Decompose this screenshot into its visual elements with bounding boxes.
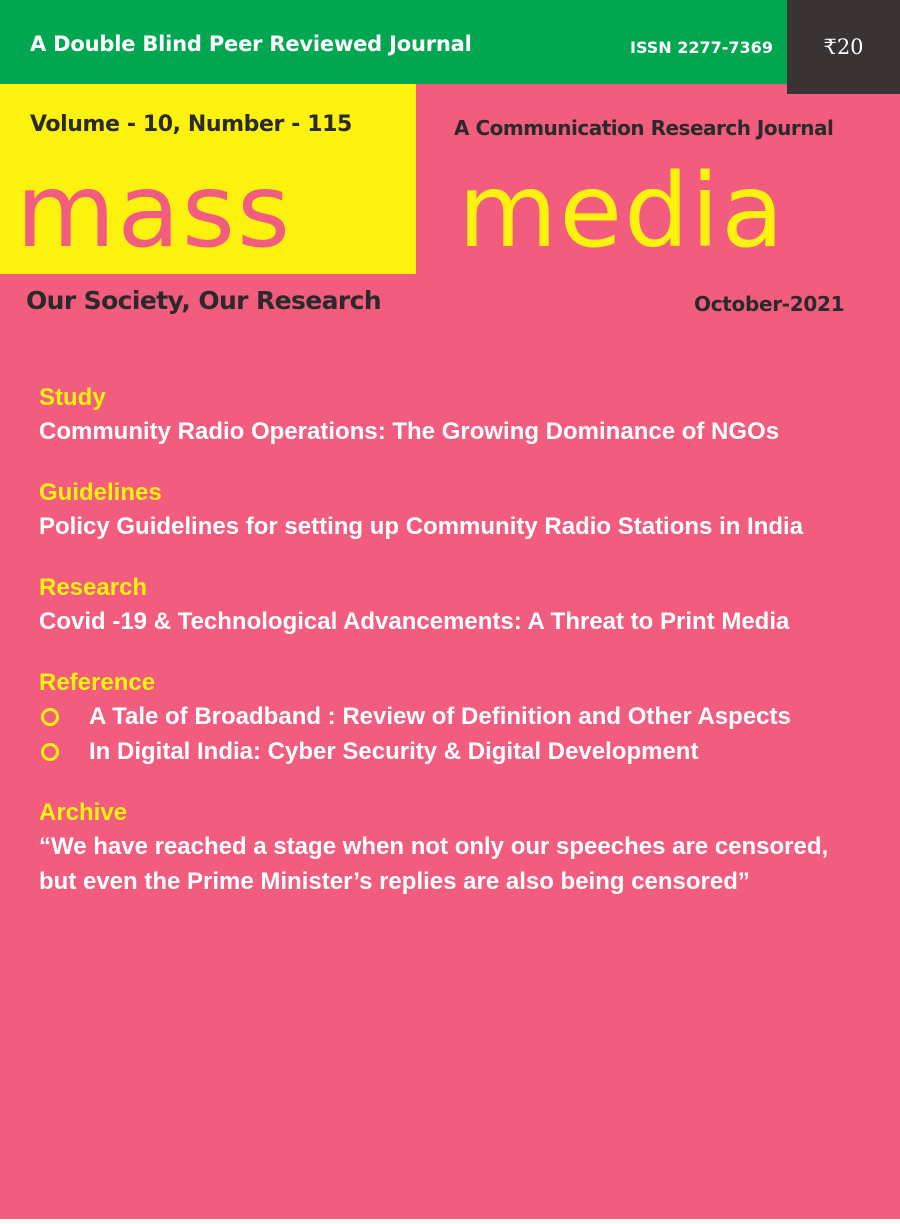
issue-date: October-2021 bbox=[694, 292, 845, 316]
circle-bullet-icon bbox=[39, 699, 89, 726]
section-label: Reference bbox=[39, 669, 156, 696]
article-title: In Digital India: Cyber Security & Digital Development bbox=[89, 738, 699, 765]
archive-quote: “We have reached a stage when not only our speeches are censored, but even the Prime Minister’s replies are also being censored” bbox=[39, 833, 829, 895]
section-label: Guidelines bbox=[39, 479, 162, 506]
price-badge bbox=[787, 0, 900, 94]
section-research bbox=[39, 572, 869, 639]
price-label: ₹20 bbox=[823, 35, 864, 59]
peer-review-label: A Double Blind Peer Reviewed Journal bbox=[30, 32, 472, 56]
list-item bbox=[39, 734, 869, 769]
article-title: A Tale of Broadband : Review of Definition and Other Aspects bbox=[89, 703, 791, 730]
section-guidelines bbox=[39, 477, 869, 544]
section-label: Archive bbox=[39, 799, 128, 826]
section-label: Study bbox=[39, 384, 106, 411]
issn-label: ISSN 2277-7369 bbox=[630, 38, 773, 57]
list-item bbox=[39, 699, 869, 734]
article-title: Covid -19 & Technological Advancements: A Threat to Print Media bbox=[39, 608, 790, 635]
bottom-edge bbox=[0, 1219, 900, 1224]
volume-number: Volume - 10, Number - 115 bbox=[30, 112, 352, 137]
article-title: Community Radio Operations: The Growing Dominance of NGOs bbox=[39, 418, 780, 445]
section-study bbox=[39, 382, 869, 449]
top-banner bbox=[0, 0, 787, 84]
section-archive bbox=[39, 797, 869, 899]
logo-word-mass: mass bbox=[16, 152, 293, 271]
journal-subtitle: A Communication Research Journal bbox=[454, 116, 834, 140]
contents-list bbox=[39, 382, 869, 927]
circle-bullet-icon bbox=[39, 734, 89, 761]
section-label: Research bbox=[39, 574, 148, 601]
section-reference bbox=[39, 667, 869, 769]
article-title: Policy Guidelines for setting up Community Radio Stations in India bbox=[39, 513, 804, 540]
logo-word-media: media bbox=[458, 152, 786, 271]
tagline: Our Society, Our Research bbox=[26, 286, 382, 315]
